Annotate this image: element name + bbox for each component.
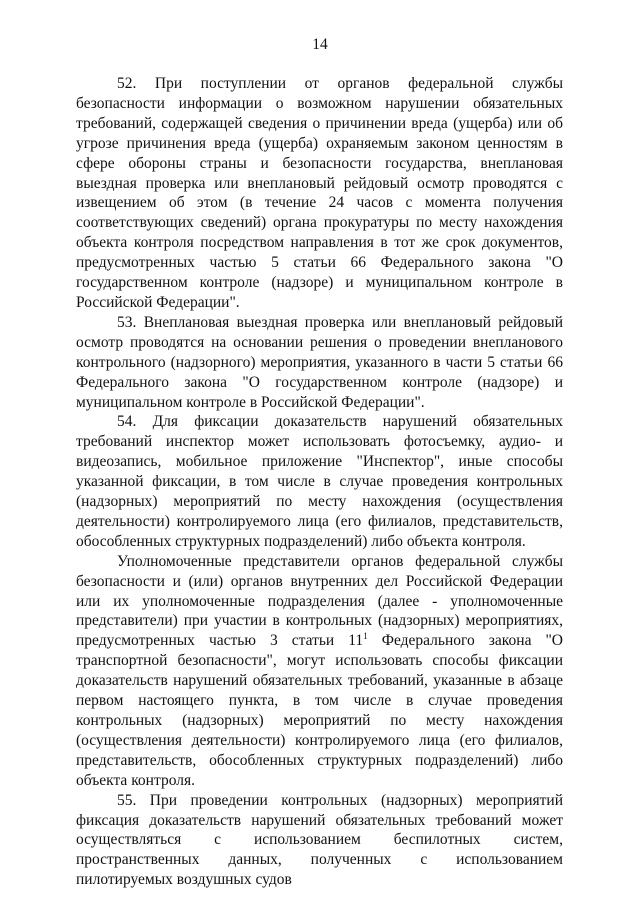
superscript-article-number: 1 [363, 631, 368, 642]
paragraph-52: 52. При поступлении от органов федеральной службы безопасности информации о возможном нарушении обязательных требований, содержащей сведения о причинении вреда (ущерба) или об угрозе причинения вреда (ущерба) охраняемым законом ценностям в сфере обороны страны и безопасности государства, внеплановая выездная проверка или внеплановый рейдовый осмотр проводятся с извещением об этом (в течение 24 часов с момента получения соответствующих сведений) органа прокуратуры по месту нахождения объекта контроля посредством направления в тот же срок документов, предусмотренных частью 5 статьи 66 Федерального закона "О государственном контроле (надзоре) и муниципальном контроле в Российской Федерации". [76, 75, 563, 311]
paragraph-53: 53. Внеплановая выездная проверка или внеплановый рейдовый осмотр проводятся на основании решения о проведении внепланового контрольного (надзорного) мероприятия, указанного в части 5 статьи 66 Федерального закона "О государственном контроле (надзоре) и муниципальном контроле в Российской Федерации". [76, 313, 563, 411]
paragraph-55: 55. При проведении контрольных (надзорных) мероприятий фиксация доказательств нарушений обязательных требований может осуществляться с использованием беспилотных систем, пространственных данных, полученных с использованием пилотируемых воздушных судов [76, 791, 563, 889]
paragraph-54-authorized-representatives [76, 552, 563, 791]
paragraph-54: 54. Для фиксации доказательств нарушений обязательных требований инспектор может использовать фотосъемку, аудио- и видеозапись, мобильное приложение "Инспектор", иные способы указанной фиксации, в том числе в случае проведения контрольных (надзорных) мероприятий по месту нахождения (осуществления деятельности) контролируемого лица (его филиалов, представительств, обособленных структурных подразделений) либо объекта контроля. [76, 413, 563, 550]
paragraph-text-part: Федерального закона "О транспортной безопасности", могут использовать способы фиксации доказательств нарушений обязательных требований, указанные в абзаце первом настоящего пункта, в том числе в случае проведения контрольных (надзорных) мероприятий по месту нахождения (осуществления деятельности) контролируемого лица (его филиалов, представительств, обособленных структурных подразделений) либо объекта контроля. [76, 632, 564, 789]
document-body [76, 74, 563, 890]
page-number: 14 [312, 36, 328, 53]
paragraph-text-part: Уполномоченные представители органов федеральной службы безопасности и (или) органов внутренних дел Российской Федерации или их уполномоченные подразделения (далее - уполномоченные представители) при участии в контрольных (надзорных) мероприятиях, предусмотренных частью 3 статьи 11 [76, 552, 563, 650]
